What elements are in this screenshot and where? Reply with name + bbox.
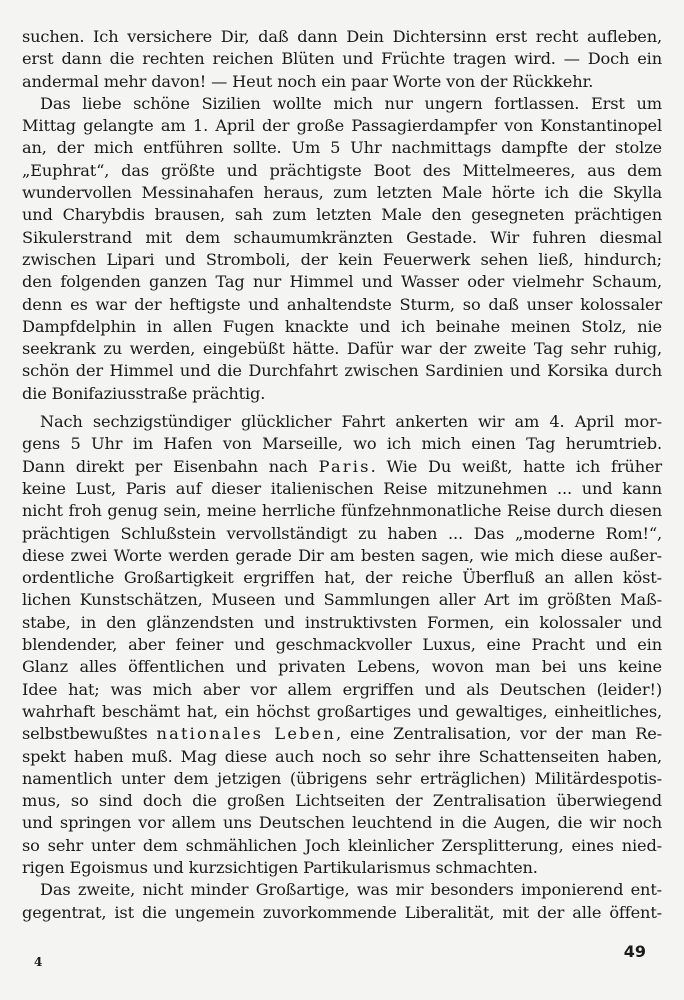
text-line: Nach sechzigstündiger glücklicher Fahrt ankerten wir am 4. April mor-: [40, 412, 662, 432]
text-line: Glanz alles öffentlichen und privaten Lebens, wovon man bei uns keine: [22, 657, 662, 677]
page-number: 49: [623, 942, 646, 961]
text-line: schön der Himmel und die Durchfahrt zwischen Sardinien und Korsika durch: [22, 361, 662, 381]
text-line: Das liebe schöne Sizilien wollte mich nur ungern fortlassen. Erst um: [40, 93, 662, 113]
text-line: namentlich unter dem jetzigen (übrigens sehr erträglichen) Militärdespotis-: [22, 768, 662, 788]
text-line: ordentliche Großartigkeit ergriffen hat, der reiche Überfluß an allen köst-: [22, 568, 662, 588]
text-line: Mittag gelangte am 1. April der große Passagierdampfer von Konstantinopel: [22, 116, 662, 136]
text-line: andermal mehr davon! — Heut noch ein paar Worte von der Rückkehr.: [22, 71, 594, 91]
text-line: prächtigen Schlußstein vervollständigt zu haben ... Das „moderne Rom!“,: [22, 523, 662, 543]
text-line: und Charybdis brausen, sah zum letzten Male den gesegneten prächtigen: [22, 205, 662, 225]
text-line: so sehr unter dem schmählichen Joch kleinlicher Zersplitterung, eines nied-: [22, 835, 662, 855]
book-page-text: [22, 26, 662, 924]
text-line: Sikulerstrand mit dem schaumumkränzten Gestade. Wir fuhren diesmal: [22, 227, 662, 247]
signature-mark: 4: [34, 955, 43, 969]
text-line: suchen. Ich versichere Dir, daß dann Dein Dichtersinn erst recht aufleben,: [22, 27, 662, 46]
text-line: stabe, in den glänzendsten und instruktivsten Formen, ein kolossaler und: [22, 612, 662, 632]
text-line: Das zweite, nicht minder Großartige, was mir besonders imponierend ent-: [40, 880, 662, 900]
text-line: nicht froh genug sein, meine herrliche fünfzehnmonatliche Reise durch diesen: [22, 501, 662, 521]
text-line: keine Lust, Paris auf dieser italienischen Reise mitzunehmen ... und kann: [22, 478, 662, 498]
text-line: selbstbewußtes nationales Leben, eine Zentralisation, vor der man Re-: [22, 724, 662, 744]
text-line: diese zwei Worte werden gerade Dir am besten sagen, wie mich diese außer-: [22, 545, 662, 565]
text-line: erst dann die rechten reichen Blüten und Früchte tragen wird. — Doch ein: [22, 49, 662, 69]
text-line: gens 5 Uhr im Hafen von Marseille, wo ich mich einen Tag herumtrieb.: [22, 434, 662, 454]
text-line: gegentrat, ist die ungemein zuvorkommende Liberalität, mit der alle öffent-: [22, 902, 662, 922]
text-line: an, der mich entführen sollte. Um 5 Uhr nachmittags dampfte der stolze: [22, 138, 662, 158]
text-line: den folgenden ganzen Tag nur Himmel und Wasser oder vielmehr Schaum,: [22, 272, 662, 292]
text-line: lichen Kunstschätzen, Museen und Sammlungen aller Art im größten Maß-: [22, 590, 662, 610]
text-line: wundervollen Messinahafen heraus, zum letzten Male hörte ich die Skylla: [22, 183, 662, 203]
text-line: zwischen Lipari und Stromboli, der kein Feuerwerk sehen ließ, hindurch;: [22, 249, 662, 269]
text-line: denn es war der heftigste und anhaltendste Sturm, so daß unser kolossaler: [22, 294, 662, 314]
text-line: mus, so sind doch die großen Lichtseiten der Zentralisation überwiegend: [22, 791, 662, 811]
text-line: Idee hat; was mich aber vor allem ergriffen und als Deutschen (leider!): [22, 679, 662, 699]
text-line: rigen Egoismus und kurzsichtigen Partikularismus schmachten.: [22, 857, 538, 877]
text-line: Dann direkt per Eisenbahn nach Paris. Wie Du weißt, hatte ich früher: [22, 456, 663, 476]
text-line: die Bonifaziusstraße prächtig.: [22, 383, 266, 403]
text-line: wahrhaft beschämt hat, ein höchst großartiges und gewaltiges, einheitliches,: [22, 701, 662, 721]
text-line: Dampfdelphin in allen Fugen knackte und ich beinahe meinen Stolz, nie: [22, 316, 662, 336]
text-line: spekt haben muß. Mag diese auch noch so sehr ihre Schattenseiten haben,: [22, 746, 662, 766]
text-line: und springen vor allem uns Deutschen leuchtend in die Augen, die wir noch: [22, 813, 662, 833]
text-line: „Euphrat“, das größte und prächtigste Boot des Mittelmeeres, aus dem: [22, 160, 662, 180]
text-line: seekrank zu werden, eingebüßt hätte. Dafür war der zweite Tag sehr ruhig,: [22, 339, 662, 359]
text-line: blendender, aber feiner und geschmackvoller Luxus, eine Pracht und ein: [22, 635, 662, 655]
